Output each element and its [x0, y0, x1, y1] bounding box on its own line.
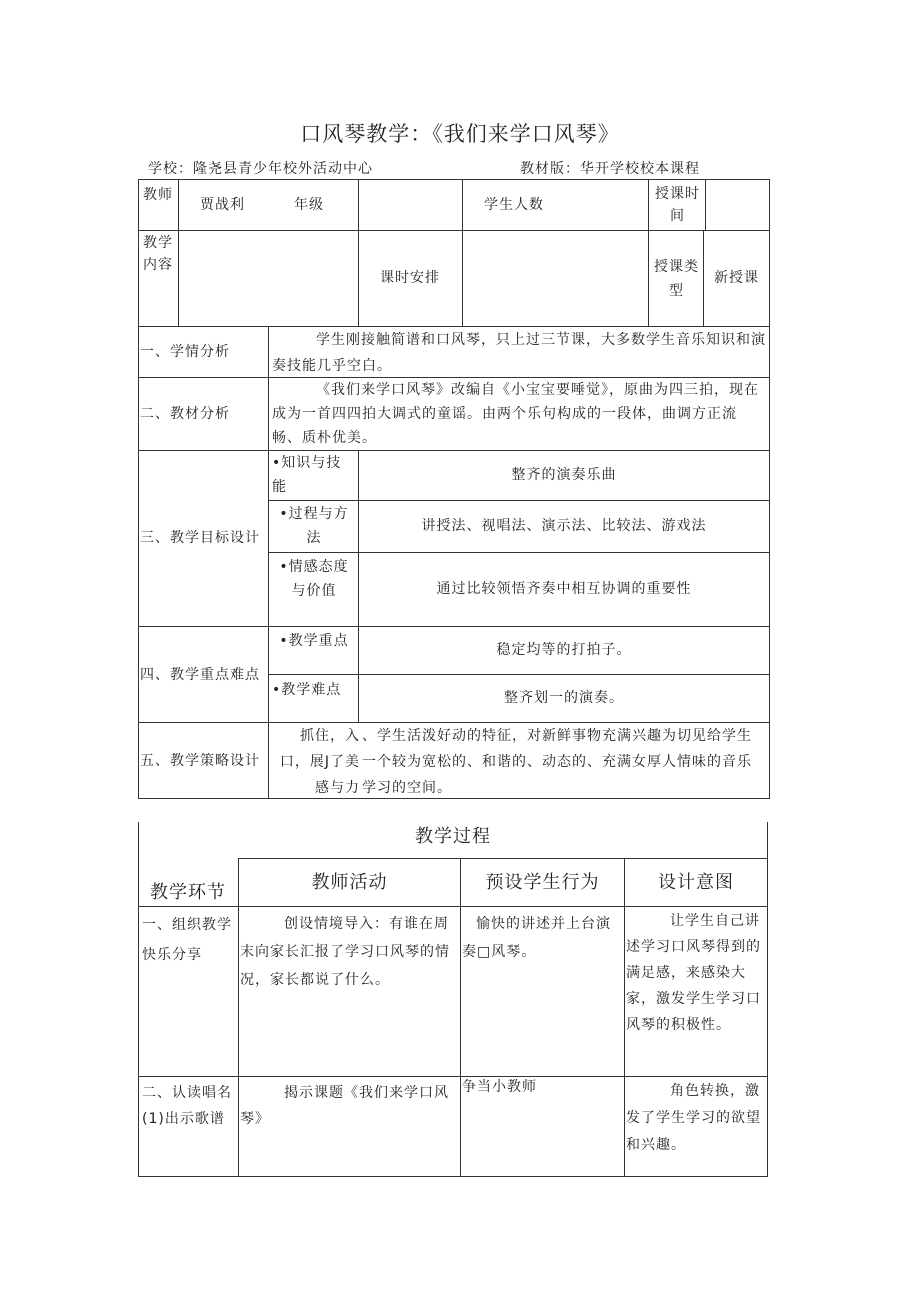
section-2-text: 《我们来学口风琴》改编自《小宝宝要唾觉》，原曲为四三拍，现在成为一首四四拍大调式的童谣。由两个乐句构成的一段体，曲调方正流畅、质朴优美。 — [272, 382, 759, 446]
goal-process-label: •过程与方法 — [279, 506, 349, 546]
students-label: 学生人数 — [484, 197, 544, 213]
section-1-text: 学生刚接触简谱和口风琴，只上过三节课，大多数学生音乐知识和演奏技能几乎空白。 — [272, 332, 766, 374]
teacher-1: 创设情境导入：有谁在周末向家长汇报了学习口风琴的情况，家长都说了什么。 — [240, 916, 450, 988]
intent-2: 角色转换，激发了学生学习的欲望和兴趣。 — [626, 1083, 761, 1153]
content-label: 教学内容 — [143, 235, 173, 273]
page-title: 口风琴教学：《我们来学口风琴》 — [300, 122, 620, 146]
section-1-label: 一、学情分析 — [140, 344, 230, 360]
student-2: 争当小教师 — [462, 1079, 537, 1095]
student-1: 愉快的讲述并上台演奏□风琴。 — [462, 916, 611, 960]
section-3-label: 三、教学目标设计 — [140, 530, 260, 546]
type-value: 新授课 — [714, 270, 759, 286]
intent-1: 让学生自己讲述学习口风琴得到的满足感，来感染大家，激发学生学习口风琴的积极性。 — [626, 913, 761, 1033]
type-label: 授课类型 — [654, 259, 699, 299]
grade-label: 年级 — [294, 197, 324, 213]
section-2-label: 二、教材分析 — [140, 406, 230, 422]
teacher-label: 教师 — [143, 187, 173, 203]
schedule-label: 课时安排 — [380, 270, 440, 286]
difficult-point-label: •教学难点 — [272, 682, 342, 698]
goal-knowledge-label: •知识与技能 — [272, 455, 342, 495]
goal-emotion-label: •情感态度与价值 — [279, 559, 349, 599]
time-label: 授课时间 — [655, 186, 700, 224]
key-point-label: •教学重点 — [279, 633, 349, 649]
edition-label: 教材版：华开学校校本课程 — [520, 161, 700, 177]
section-5-sub: 抓住，入口，展J了美感与力 — [279, 728, 360, 796]
teacher-name: 贾战利 — [200, 197, 245, 213]
stage-2: 二、认读唱名 (1)出示歌谱 — [142, 1085, 232, 1127]
goal-emotion-value: 通过比较领悟齐奏中相互协调的重要性 — [436, 581, 692, 597]
stage-1: 一、组织教学 快乐分享 — [142, 917, 232, 963]
header-teacher: 教师活动 — [311, 872, 388, 893]
goal-process-value: 讲授法、视唱法、演示法、比较法、游戏法 — [421, 518, 707, 534]
section-4-label: 四、教学重点难点 — [140, 667, 260, 683]
difficult-point-value: 整齐划一的演奏。 — [504, 690, 624, 706]
section-5-text: 、学生活泼好动的特征，对新鲜事物充满兴趣为切见给学生一个较为宽松的、和谐的、动态的、充满女厚人情味的音乐学习的空间。 — [362, 728, 752, 796]
goal-knowledge-value: 整齐的演奏乐曲 — [511, 467, 617, 483]
section-5-label: 五、教学策略设计 — [140, 753, 260, 769]
header-stage: 教学环节 — [150, 882, 226, 903]
header-student: 预设学生行为 — [485, 872, 600, 893]
school-label: 学校：隆尧县青少年校外活动中心 — [148, 161, 373, 177]
process-title: 教学过程 — [415, 826, 491, 847]
key-point-value: 稳定均等的打拍子。 — [496, 642, 632, 658]
teacher-2: 揭示课题《我们来学口风琴》 — [240, 1085, 449, 1127]
header-intent: 设计意图 — [658, 872, 734, 893]
